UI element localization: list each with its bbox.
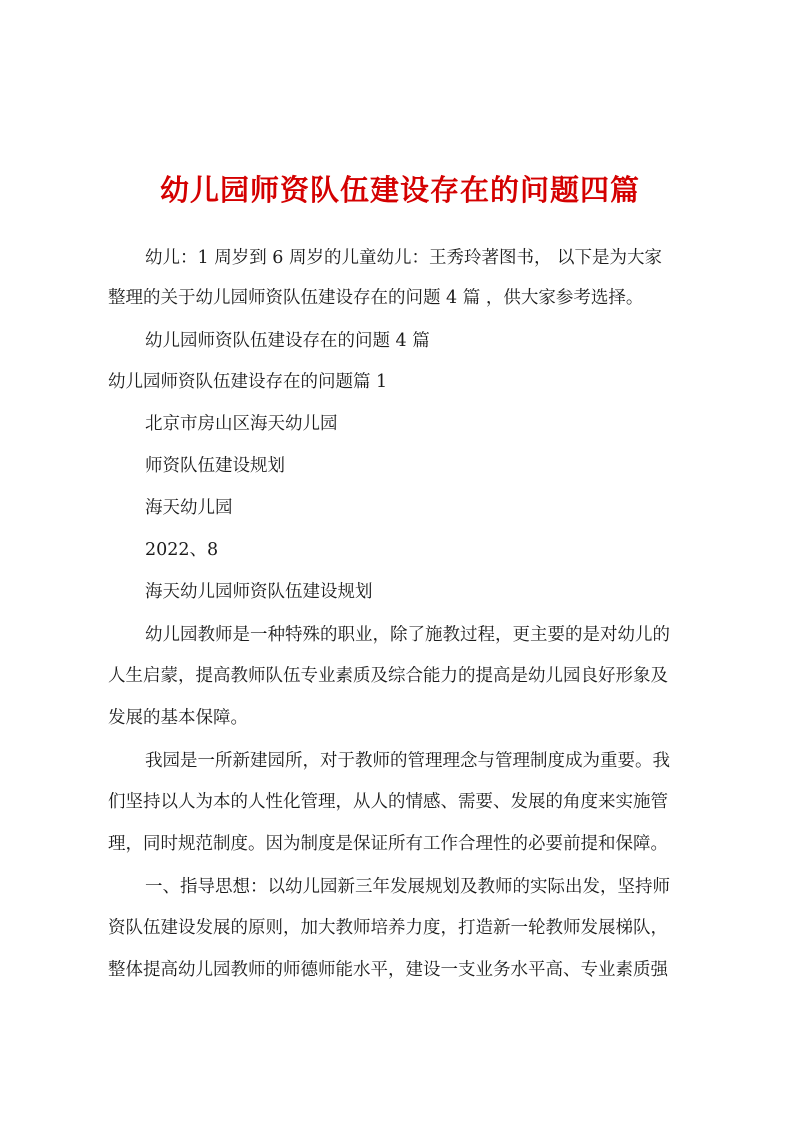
plan-name: 师资队伍建设规划	[145, 456, 285, 476]
paragraph-2-line-2: 们坚持以人为本的人性化管理，从人的情感、需要、发展的角度来实施管	[108, 792, 668, 812]
paragraph-2-line-3: 理，同时规范制度。因为制度是保证所有工作合理性的必要前提和保障。	[108, 834, 668, 854]
paragraph-1-line-3: 发展的基本保障。	[108, 708, 248, 728]
paragraph-1-line-2: 人生启蒙，提高教师队伍专业素质及综合能力的提高是幼儿园良好形象及	[108, 666, 668, 686]
document-title: 幼儿园师资队伍建设存在的问题四篇	[159, 173, 640, 207]
document-date: 2022、8	[145, 540, 219, 560]
intro-line-2: 整理的关于幼儿园师资队伍建设存在的问题 4 篇 ，供大家参考选择。	[108, 288, 644, 308]
paragraph-3-line-2: 资队伍建设发展的原则，加大教师培养力度，打造新一轮教师发展梯队，	[108, 918, 668, 938]
paragraph-3-line-1: 一、指导思想：以幼儿园新三年发展规划及教师的实际出发，坚持师	[145, 877, 670, 897]
subtitle: 幼儿园师资队伍建设存在的问题 4 篇	[145, 331, 430, 351]
school-name: 海天幼儿园	[145, 498, 233, 518]
paragraph-3-line-3: 整体提高幼儿园教师的师德师能水平，建设一支业务水平高、专业素质强	[108, 960, 668, 980]
plan-title: 海天幼儿园师资队伍建设规划	[145, 582, 373, 602]
intro-line-1: 幼儿：1 周岁到 6 周岁的儿童幼儿：王秀玲著图书， 以下是为大家	[145, 248, 663, 268]
part-heading: 幼儿园师资队伍建设存在的问题篇 1	[108, 372, 388, 392]
paragraph-2-line-1: 我园是一所新建园所，对于教师的管理理念与管理制度成为重要。我	[145, 751, 670, 771]
organization-name: 北京市房山区海天幼儿园	[145, 414, 338, 434]
paragraph-1-line-1: 幼儿园教师是一种特殊的职业，除了施教过程，更主要的是对幼儿的	[145, 625, 670, 645]
